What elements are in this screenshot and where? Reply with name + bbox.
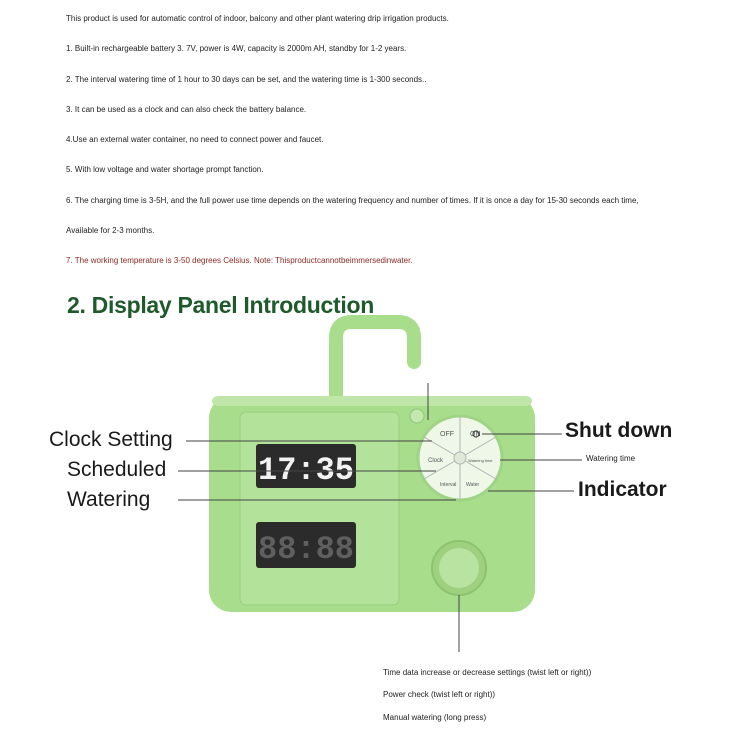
clock-readout: 17:35 [257, 452, 355, 489]
hook-icon [336, 322, 414, 398]
spec-item-4: 4.Use an external water container, no need to connect power and faucet. [66, 135, 324, 144]
spec-item-2: 2. The interval watering time of 1 hour to 30 days can be set, and the watering time is 1-300 seconds.. [66, 75, 427, 84]
dial-label-water: Water [466, 482, 480, 488]
section-heading: 2. Display Panel Introduction [67, 292, 374, 318]
rotary-knob[interactable] [432, 541, 486, 595]
indicator-light [410, 409, 424, 423]
knob-function-manual-watering: Manual watering (long press) [383, 713, 487, 722]
dial-label-watering-time: Watering time [468, 458, 493, 463]
device-top-edge [212, 396, 532, 406]
dial-label-off: OFF [440, 431, 454, 438]
spec-item-5: 5. With low voltage and water shortage prompt fanction. [66, 165, 264, 174]
dial-label-on: ON [470, 431, 481, 438]
callout-scheduled: Scheduled [67, 458, 167, 481]
callout-indicator: Indicator [578, 478, 667, 501]
knob-function-adjust: Time data increase or decrease settings (twist left or right)) [383, 668, 592, 677]
spec-intro: This product is used for automatic control of indoor, balcony and other plant watering drip irrigation products. [66, 14, 449, 23]
secondary-readout: 88:88 [257, 531, 355, 568]
spec-item-3: 3. It can be used as a clock and can also check the battery balance. [66, 105, 307, 114]
mode-dial[interactable] [418, 416, 502, 500]
spec-item-6: 6. The charging time is 3-5H, and the full power use time depends on the watering frequency and number of times. If it is once a day for 15-30 seconds each time, [66, 196, 639, 205]
callout-shut-down: Shut down [565, 419, 673, 442]
callout-clock-setting: Clock Setting [49, 428, 173, 451]
spec-item-1: 1. Built-in rechargeable battery 3. 7V, power is 4W, capacity is 2000m AH, standby for 1-2 years. [66, 44, 407, 53]
dial-label-interval: Interval [440, 482, 457, 488]
dial-label-clock: Clock [428, 458, 444, 464]
callout-watering: Watering [67, 488, 151, 511]
spec-item-6-continued: Available for 2-3 months. [66, 226, 155, 235]
spec-item-7-warning: 7. The working temperature is 3-50 degrees Celsius. Note: Thisproductcannotbeimmersedinwater. [66, 256, 413, 265]
callout-watering-time: Watering time [586, 454, 636, 463]
knob-function-power-check: Power check (twist left or right)) [383, 690, 496, 699]
